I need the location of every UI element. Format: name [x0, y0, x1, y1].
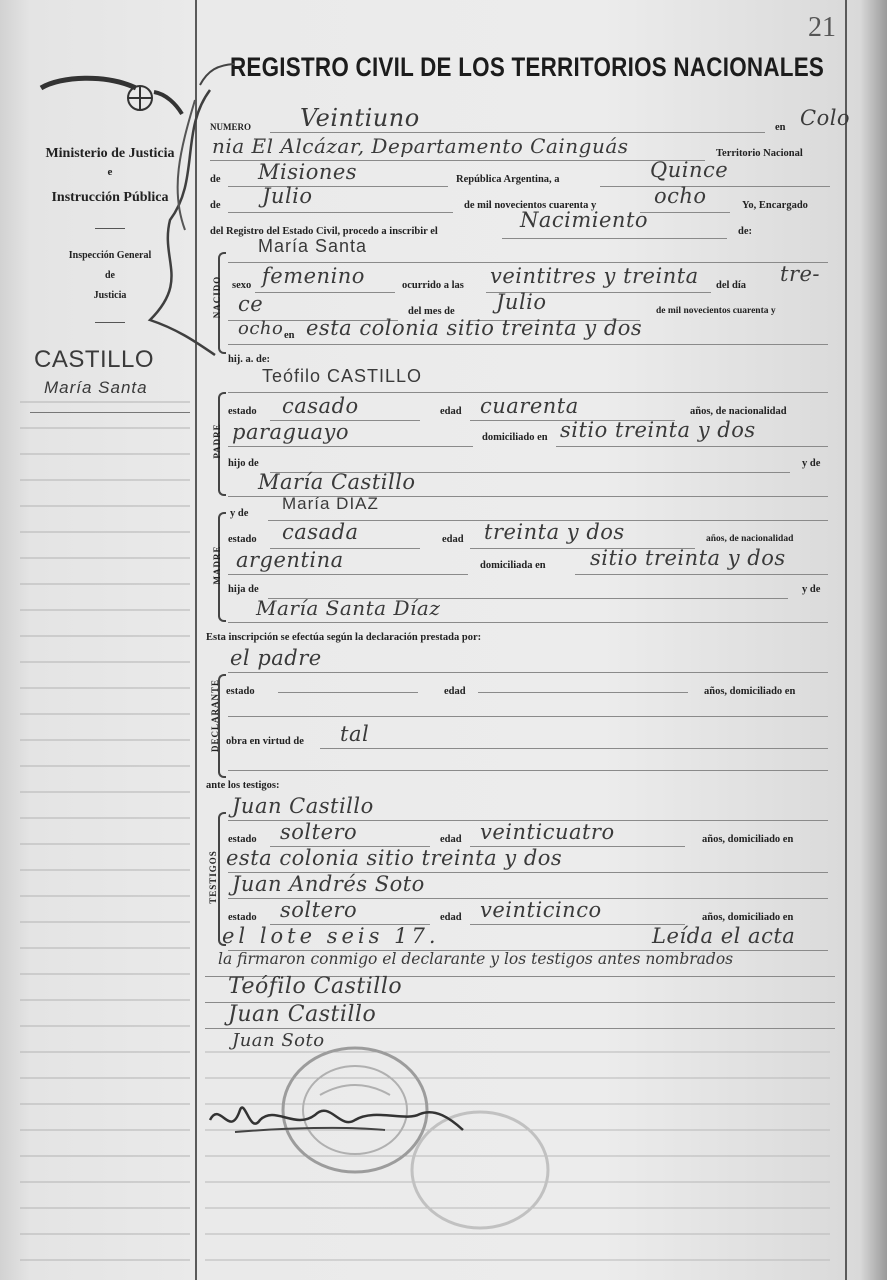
label-de-colon: de:: [738, 226, 752, 237]
entry-padre-estado: casado: [282, 394, 359, 418]
entry-testigo2-nombre: Juan Andrés Soto: [232, 872, 425, 896]
entry-mes-nacimiento: Julio: [496, 290, 547, 314]
signature-testigo1: Juan Castillo: [228, 1002, 377, 1027]
entry-dia-nacimiento-b: ce: [238, 292, 264, 316]
rule: [205, 1028, 835, 1029]
entry-madre-nombre: María DIAZ: [282, 494, 379, 513]
label-testigo1-anos-dom: años, domiciliado en: [702, 834, 794, 845]
entry-padre-edad: cuarenta: [480, 394, 579, 418]
inspection-line-3: Justicia: [93, 290, 127, 301]
entry-testigo2-domicilio: el lote seis 17.: [222, 924, 440, 948]
rule: [502, 238, 727, 239]
rule: [575, 574, 828, 575]
entry-padre-hijo-de: María Castillo: [258, 470, 416, 494]
label-en-lugar: en: [284, 330, 295, 341]
entry-testigo2-edad: veinticinco: [480, 898, 602, 922]
rule: [228, 672, 828, 673]
margin-surname: CASTILLO: [34, 346, 155, 373]
section-madre: MADRE: [212, 545, 222, 585]
inspection-line-1: Inspección General: [68, 250, 152, 261]
margin-ruled-lines: [20, 390, 195, 1280]
rule: [228, 622, 828, 623]
label-esta-inscripcion: Esta inscripción se efectúa según la declaración prestada por:: [206, 632, 482, 643]
label-testigo2-edad: edad: [440, 912, 462, 923]
label-padre-domiciliado: domiciliado en: [482, 432, 548, 443]
entry-madre-hija-de: María Santa Díaz: [256, 596, 441, 620]
label-padre-estado: estado: [228, 406, 257, 417]
entry-acto: Nacimiento: [520, 208, 649, 232]
label-de: de: [210, 174, 221, 185]
rule: [278, 692, 418, 693]
margin-given-names: María Santa: [44, 378, 148, 397]
label-madre-domiciliada: domiciliada en: [480, 560, 546, 571]
rule: [320, 748, 828, 749]
rule: [600, 186, 830, 187]
label-ante-testigos: ante los testigos:: [206, 780, 280, 791]
section-padre: PADRE: [212, 423, 222, 459]
signature-testigo2: Juan Soto: [232, 1030, 325, 1051]
label-mil-nov: de mil novecientos cuarenta y: [464, 200, 597, 211]
rule: [640, 212, 730, 213]
entry-dia: Quince: [650, 158, 729, 182]
label-testigo2-estado: estado: [228, 912, 257, 923]
entry-testigo2-estado: soltero: [280, 898, 358, 922]
label-madre-estado: estado: [228, 534, 257, 545]
entry-mes: Julio: [262, 184, 313, 208]
label-padre-y-de: y de: [802, 458, 821, 469]
entry-padre-nacionalidad: paraguayo: [232, 420, 350, 444]
entry-testigo1-edad: veinticuatro: [480, 820, 615, 844]
header-flourish: [198, 60, 238, 90]
label-madre-y-de: y de: [230, 508, 249, 519]
label-mil-nov-2: de mil novecientos cuarenta y: [656, 306, 776, 316]
entry-numero: Veintiuno: [300, 104, 420, 132]
page-title: REGISTRO CIVIL DE LOS TERRITORIOS NACIONALES: [230, 52, 825, 82]
rule: [228, 446, 473, 447]
label-sexo: sexo: [232, 280, 252, 291]
entry-anio: ocho: [654, 184, 707, 208]
rule: [228, 574, 468, 575]
officer-signature: [205, 1090, 475, 1150]
ministry-line-2: e: [107, 166, 113, 178]
rule: [228, 392, 828, 393]
label-republica: República Argentina, a: [456, 174, 560, 185]
ministry-line-3: Instrucción Pública: [51, 190, 169, 205]
label-testigo1-estado: estado: [228, 834, 257, 845]
label-declarante-anos-dom: años, domiciliado en: [704, 686, 796, 697]
entry-sexo: femenino: [262, 264, 365, 288]
entry-padre-nombre: Teófilo CASTILLO: [262, 366, 423, 386]
label-del-mes-de: del mes de: [408, 306, 455, 317]
entry-madre-nacionalidad: argentina: [236, 548, 344, 572]
label-testigo2-anos-dom: años, domiciliado en: [702, 912, 794, 923]
rule: [228, 212, 453, 213]
entry-declarante: el padre: [230, 646, 322, 670]
entry-firmaron: la firmaron conmigo el declarante y los testigos antes nombrados: [218, 950, 734, 968]
page-number: 21: [808, 12, 836, 43]
label-declarante-estado: estado: [226, 686, 255, 697]
label-ocurrido: ocurrido a las: [402, 280, 464, 291]
section-nacido: NACIDO: [212, 275, 222, 319]
label-del-dia: del día: [716, 280, 747, 291]
label-madre-edad: edad: [442, 534, 464, 545]
entry-testigo1-estado: soltero: [280, 820, 358, 844]
entry-madre-estado: casada: [282, 520, 359, 544]
entry-nombre-nacido: María Santa: [258, 236, 368, 256]
label-hijo-a-de: hij. a. de:: [228, 354, 270, 365]
ministry-line-1: Ministerio de Justicia: [45, 146, 175, 161]
label-padre-hijo-de: hijo de: [228, 458, 259, 469]
label-en: en: [775, 122, 786, 133]
right-border-line: [845, 0, 847, 1280]
label-padre-edad: edad: [440, 406, 462, 417]
rule: [255, 292, 395, 293]
entry-padre-domicilio: sitio treinta y dos: [560, 418, 756, 442]
section-declarante: DECLARANTE: [210, 678, 220, 752]
label-obra-en-virtud: obra en virtud de: [226, 736, 304, 747]
entry-hora: veintitres y treinta: [490, 264, 699, 288]
signature-padre: Teófilo Castillo: [228, 974, 403, 999]
entry-leida: Leída el acta: [652, 924, 796, 948]
label-yo-encargado: Yo, Encargado: [742, 200, 808, 211]
margin-name-underline: [30, 412, 190, 413]
rule: [228, 344, 828, 345]
entry-dia-nacimiento-a: tre-: [780, 262, 821, 286]
entry-territorio: Misiones: [258, 160, 358, 184]
rule: [228, 716, 828, 717]
entry-madre-domicilio: sitio treinta y dos: [590, 546, 786, 570]
label-territorio: Territorio Nacional: [716, 148, 803, 159]
label-padre-anos-nac: años, de nacionalidad: [690, 406, 787, 417]
rule: [556, 446, 828, 447]
entry-testigo1-nombre: Juan Castillo: [232, 794, 374, 818]
label-declarante-edad: edad: [444, 686, 466, 697]
rule: [478, 692, 688, 693]
label-de-2: de: [210, 200, 221, 211]
label-del-registro: del Registro del Estado Civil, procedo a inscribir el: [210, 226, 438, 237]
entry-madre-edad: treinta y dos: [484, 520, 625, 544]
rule: [228, 262, 828, 263]
label-testigo1-edad: edad: [440, 834, 462, 845]
label-numero: NUMERO: [210, 122, 251, 132]
label-madre-hija-de: hija de: [228, 584, 259, 595]
entry-lugar: esta colonia sitio treinta y dos: [306, 316, 643, 340]
inspection-line-2: de: [105, 270, 115, 281]
entry-colonia-b: nia El Alcázar, Departamento Cainguás: [212, 134, 629, 158]
rule: [228, 770, 828, 771]
entry-anio-nacimiento: ocho: [238, 318, 284, 339]
rule: [270, 132, 765, 133]
entry-colonia-a: Colo: [800, 106, 851, 130]
label-madre-anos-nac: años, de nacionalidad: [706, 534, 794, 544]
entry-testigo1-domicilio: esta colonia sitio treinta y dos: [226, 846, 563, 870]
entry-obra-en-virtud: tal: [340, 722, 370, 746]
label-madre-y-de: y de: [802, 584, 821, 595]
rule: [228, 186, 448, 187]
section-testigos: TESTIGOS: [208, 850, 218, 904]
